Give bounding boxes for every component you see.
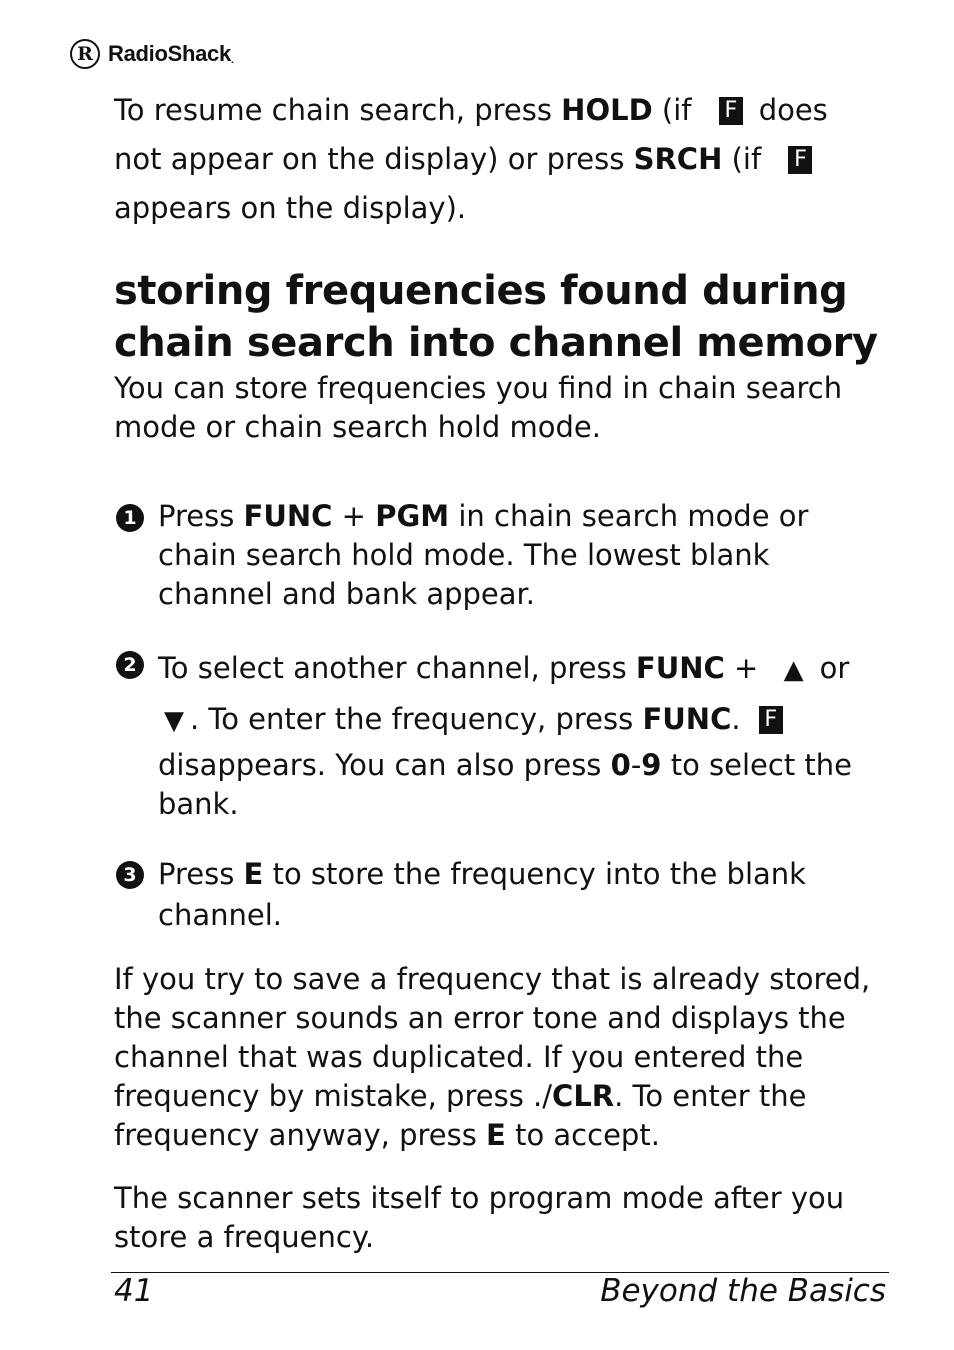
step-3-text-b: to store the frequency into the blank channel. <box>158 857 806 932</box>
step-number-2: 2 <box>116 651 144 679</box>
step-1-text-b: in chain search mode or chain search hold mode. The lowest blank channel and bank appear. <box>158 499 809 611</box>
step-2-period: . <box>731 702 741 736</box>
f-indicator-icon: F <box>719 97 743 125</box>
func-key: FUNC <box>642 702 732 736</box>
closing-paragraph: The scanner sets itself to program mode after you store a frequency. <box>114 1181 845 1254</box>
step-number-3: 3 <box>116 861 144 889</box>
resume-text-5: appears on the display). <box>114 191 467 225</box>
e-key: E <box>243 857 264 891</box>
step-number-1: 1 <box>116 504 144 532</box>
step-2 <box>114 644 884 824</box>
step-2-text <box>158 644 884 824</box>
duplicate-text-1: If you try to save a frequency that is already stored, the scanner sounds an error tone and displays the channel that was duplicated. If you entered the frequency by mistake, press ./ <box>114 962 871 1113</box>
duplicate-paragraph <box>114 960 884 1155</box>
clr-key: CLR <box>552 1079 615 1113</box>
step-2-plus: + <box>724 651 768 685</box>
resume-text-1: To resume chain search, press <box>114 93 562 127</box>
step-2-dash: - <box>630 748 642 782</box>
step-1 <box>114 497 884 614</box>
resume-text-4: (if <box>722 142 771 176</box>
resume-text-3: does not appear on the display) or press <box>114 93 828 176</box>
srch-key: SRCH <box>633 142 723 176</box>
step-2-text-d: to select the bank. <box>158 748 853 821</box>
page-content <box>114 86 884 1257</box>
f-indicator-icon: F <box>759 706 783 734</box>
footer-section-title: Beyond the Basics <box>600 1273 886 1309</box>
section-intro: You can store frequencies you find in chain search mode or chain search hold mode. <box>114 371 843 444</box>
resume-paragraph <box>114 86 884 233</box>
zero-key: 0 <box>610 748 631 782</box>
section-heading: storing frequencies found during chain search into channel memory <box>114 268 878 366</box>
step-2-text-a: To select another channel, press <box>158 651 636 685</box>
duplicate-text-3: to accept. <box>505 1118 660 1152</box>
step-3-text <box>158 854 884 936</box>
hold-key: HOLD <box>561 93 653 127</box>
e-key: E <box>486 1118 506 1152</box>
radioshack-logo <box>70 36 234 72</box>
step-3 <box>114 854 884 936</box>
func-key: FUNC <box>243 499 333 533</box>
step-1-plus: + <box>332 499 376 533</box>
f-indicator-icon: F <box>788 146 812 174</box>
step-1-text-a: Press <box>158 499 244 533</box>
brand-name: RadioShack <box>108 41 231 66</box>
brand-dot: . <box>230 54 234 66</box>
up-arrow-icon: ▲ <box>783 655 804 685</box>
step-3-text-a: Press <box>158 857 244 891</box>
pgm-key: PGM <box>375 499 450 533</box>
registered-r-icon: R <box>70 39 100 69</box>
nine-key: 9 <box>641 748 662 782</box>
duplicate-text-2: . To enter the frequency anyway, press <box>114 1079 807 1152</box>
page-number: 41 <box>114 1273 154 1309</box>
step-2-text-c: disappears. You can also press <box>158 748 611 782</box>
step-2-or: or <box>819 651 850 685</box>
step-1-text <box>158 497 884 614</box>
resume-text-2: (if <box>652 93 701 127</box>
step-2-text-b: . To enter the frequency, press <box>190 702 643 736</box>
func-key: FUNC <box>635 651 725 685</box>
down-arrow-icon: ▼ <box>164 706 184 736</box>
